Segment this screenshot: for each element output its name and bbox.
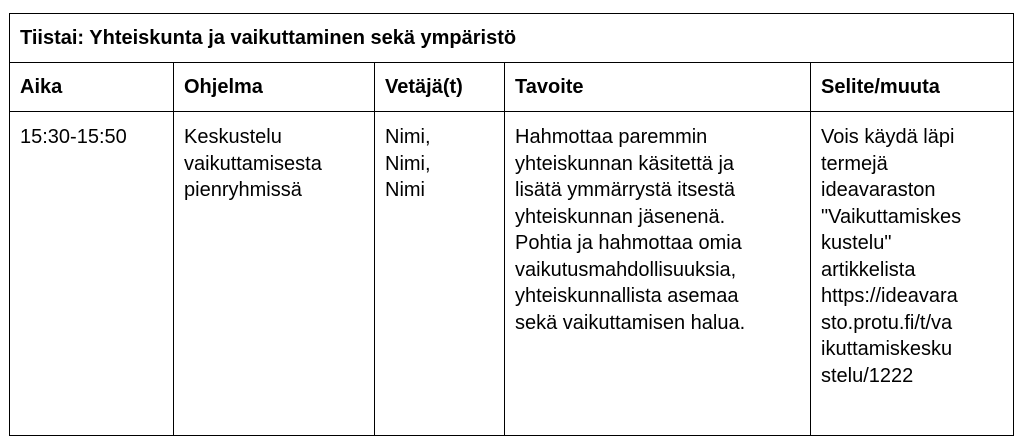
column-header-notes: Selite/muuta — [811, 63, 1014, 112]
goal-text: Hahmottaa paremmin yhteiskunnan käsitettä ja lisätä ymmärrystä itsestä yhteiskunnan jäsenenä. Pohtia ja hahmottaa omia vaikutusmahdollisuuksia, yhteiskunnallista asemaa sekä vaikuttamisen halua. — [515, 126, 746, 334]
column-header-leaders: Vetäjä(t) — [375, 63, 505, 112]
cell-time — [10, 112, 174, 436]
header-row — [10, 63, 1014, 112]
cell-program — [174, 112, 375, 436]
program-text: Keskustelu vaikuttamisesta pienryhmissä — [184, 126, 322, 201]
leaders-text: Nimi, Nimi, Nimi — [385, 126, 431, 201]
table-row — [10, 112, 1014, 436]
schedule-table — [9, 13, 1014, 436]
table-title: Tiistai: Yhteiskunta ja vaikuttaminen sekä ympäristö — [10, 14, 1014, 63]
column-header-goal: Tavoite — [505, 63, 811, 112]
time-text: 15:30-15:50 — [20, 126, 127, 148]
column-header-time: Aika — [10, 63, 174, 112]
cell-notes — [811, 112, 1014, 436]
cell-leaders — [375, 112, 505, 436]
title-row — [10, 14, 1014, 63]
column-header-program: Ohjelma — [174, 63, 375, 112]
notes-text: Vois käydä läpi termejä ideavaraston "Vaikuttamiskes kustelu" artikkelista https://ideavara sto.protu.fi/t/va ikuttamiskesku stelu/1222 — [821, 126, 962, 387]
cell-goal — [505, 112, 811, 436]
